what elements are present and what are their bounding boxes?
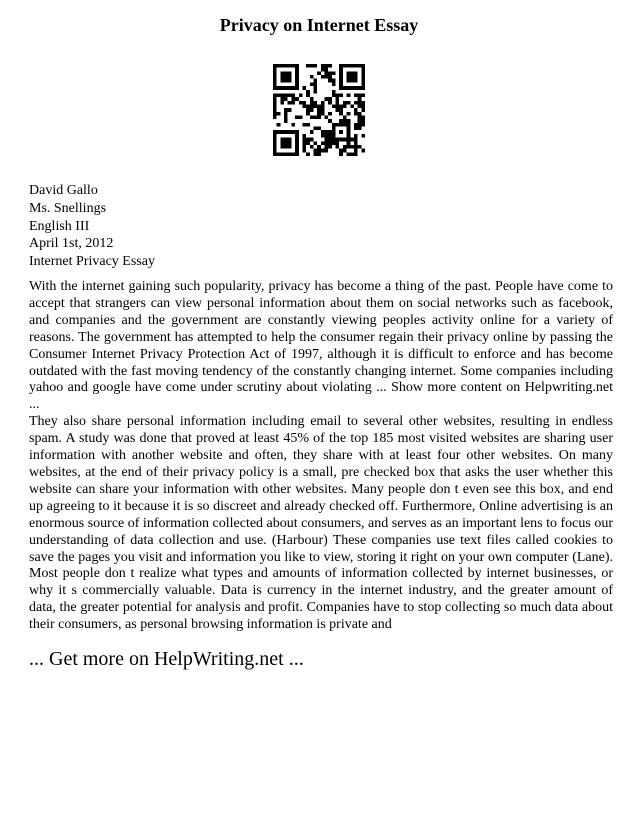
author-name: David Gallo — [29, 183, 98, 198]
paragraph: They also share personal information including email to several other websites, resulting in endless spam. A study was done that proved at least 45% of the top 185 most visited websites are sharing user information with another website and often, they share with at least four other websites. On many websites, at the end of their privacy policy is a small, pre checked box that asks the user whether this website can share your information with other websites. Many people don t even see this box, and end up agreeing to it because it is so discreet and already checked off. Furthermore, Online advertising is an enormous source of information collected about consumers, and serves as an important lens to focus our understanding of data collection and use. (Harbour) These companies use text files called cookies to save the pages you visit and information you like to view, storing it right on your own computer (Lane). Most people don t realize what types and amounts of information collected by internet businesses, or why it s commercially valuable. Data is currency in the internet industry, and the greater amount of data, the greater potential for analysis and profit. Companies have to stop collecting so much data about their consumers, as personal browsing information is private and — [29, 414, 613, 633]
essay-date: April 1st, 2012 — [29, 236, 114, 252]
essay-body — [29, 279, 613, 634]
course-name: English III — [29, 218, 90, 234]
qr-code-icon — [273, 64, 365, 156]
teacher-name: Ms. Snellings — [29, 200, 107, 216]
get-more-link[interactable]: ... Get more on HelpWriting.net ... — [29, 648, 304, 670]
document-title: Privacy on Internet Essay — [219, 15, 419, 35]
essay-header — [29, 182, 155, 271]
essay-subject: Internet Privacy Essay — [29, 254, 155, 270]
paragraph: With the internet gaining such popularity, privacy has become a thing of the past. People have come to accept that strangers can view personal information about them on social networks such as facebook, and companies and the government are constantly viewing peoples activity online for a variety of reasons. The government has attempted to help the consumer regain their privacy online by passing the Consumer Internet Privacy Protection Act of 1997, although it is difficult to enforce and has become outdated with the fast moving tendency of the constantly changing internet. Some companies including yahoo and google have come under scrutiny about violating ... Show more content on Helpwriting.net ... — [29, 279, 613, 413]
